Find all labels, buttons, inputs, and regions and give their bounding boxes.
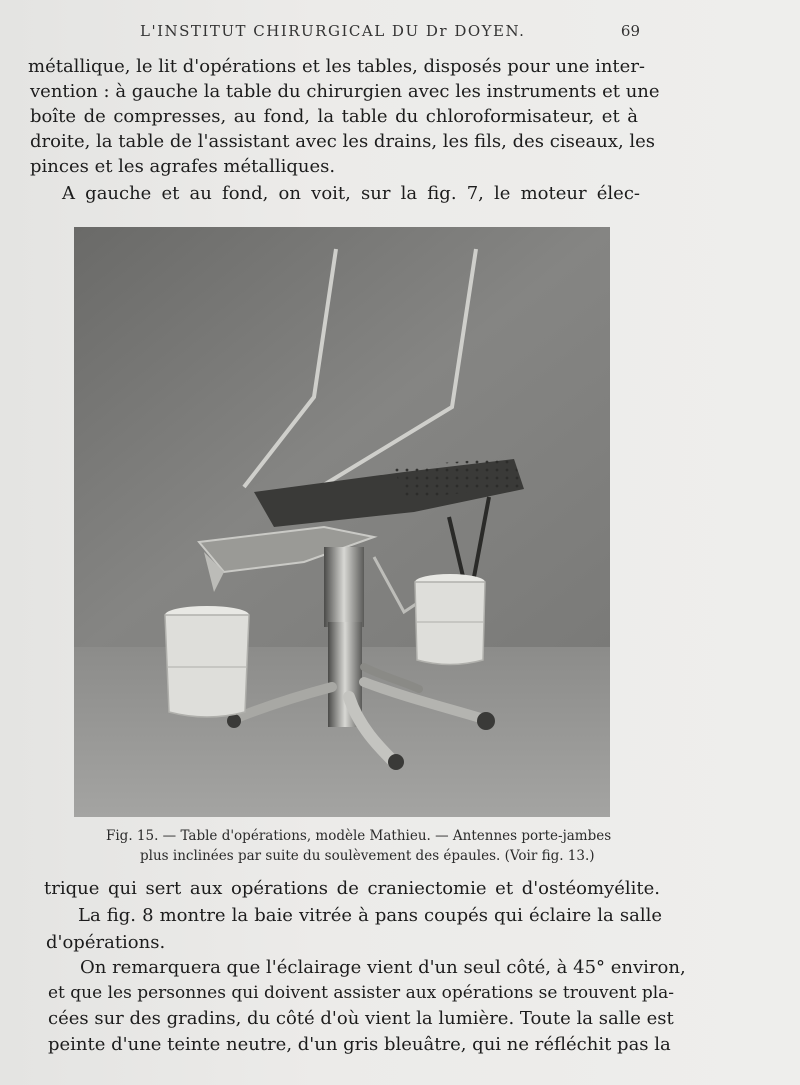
right-bucket bbox=[415, 582, 485, 665]
text-line: et que les personnes qui doivent assister aux opérations se trouvent pla- bbox=[48, 983, 675, 1003]
text-line: vention : à gauche la table du chirurgien avec les instruments et une bbox=[30, 81, 660, 102]
text-line: trique qui sert aux opérations de craniectomie et d'ostéomyélite. bbox=[44, 878, 660, 899]
column-upper bbox=[324, 547, 364, 627]
caster-wheel bbox=[388, 754, 404, 770]
left-bucket bbox=[165, 615, 249, 717]
caption-line: Fig. 15. — Table d'opérations, modèle Mathieu. — Antennes porte-jambes bbox=[106, 828, 612, 844]
text-line: On remarquera que l'éclairage vient d'un seul côté, à 45° environ, bbox=[80, 957, 686, 978]
text-line: droite, la table de l'assistant avec les drains, les fils, des ciseaux, les bbox=[30, 131, 656, 152]
text-line: boîte de compresses, au fond, la table du chloroformisateur, et à bbox=[30, 106, 638, 127]
operating-table-illustration bbox=[74, 227, 610, 817]
text-line: cées sur des gradins, du côté d'où vient la lumière. Toute la salle est bbox=[48, 1008, 674, 1029]
text-line: peinte d'une teinte neutre, d'un gris bleuâtre, qui ne réfléchit pas la bbox=[48, 1034, 671, 1055]
text-line: pinces et les agrafes métalliques. bbox=[30, 156, 336, 177]
figure-photograph bbox=[74, 227, 610, 817]
caster-wheel bbox=[227, 714, 241, 728]
text-line: métallique, le lit d'opérations et les tables, disposés pour une inter- bbox=[28, 56, 646, 77]
text-line: d'opérations. bbox=[46, 932, 166, 953]
caster-wheel bbox=[477, 712, 495, 730]
caption-line: plus inclinées par suite du soulèvement des épaules. (Voir fig. 13.) bbox=[140, 848, 595, 864]
page-number: 69 bbox=[620, 22, 640, 40]
text-line: La fig. 8 montre la baie vitrée à pans coupés qui éclaire la salle bbox=[78, 905, 662, 926]
running-head-title: L'INSTITUT CHIRURGICAL DU Dr DOYEN. bbox=[140, 22, 526, 40]
text-line: A gauche et au fond, on voit, sur la fig. 7, le moteur élec- bbox=[62, 183, 640, 204]
